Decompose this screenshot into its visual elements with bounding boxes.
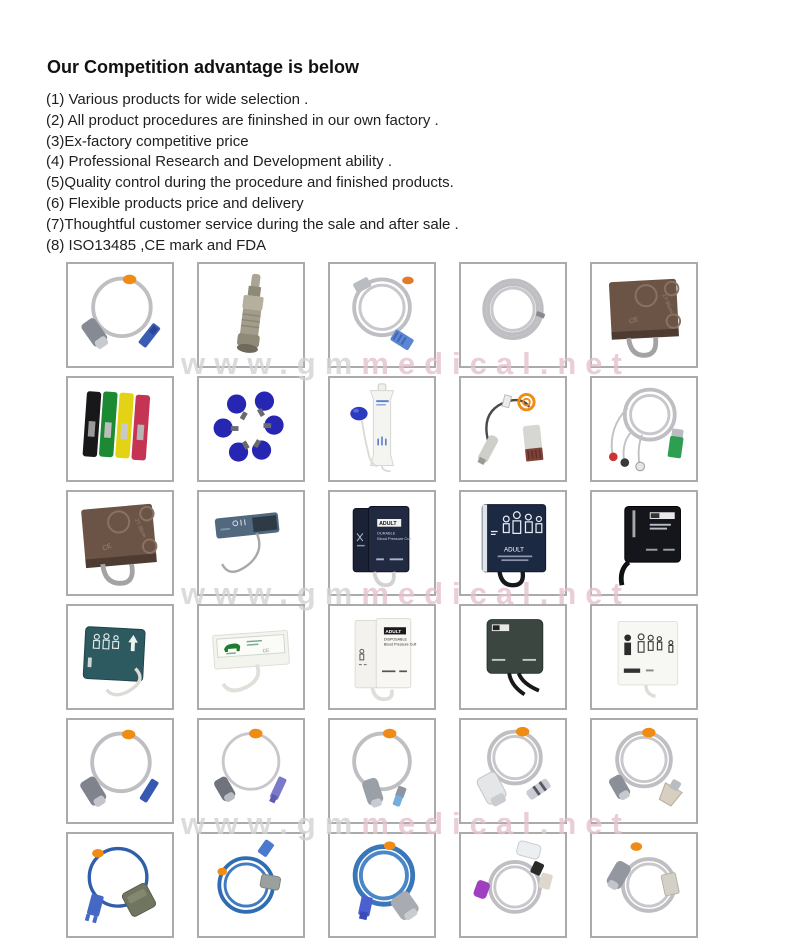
product-thumb-adult-disposable-cuff (328, 604, 436, 710)
product-thumb-limb-clamp-electrodes (66, 376, 174, 482)
svg-text:DURABLE: DURABLE (377, 531, 396, 536)
advantage-item: (3)Ex-factory competitive price (46, 132, 249, 150)
product-grid (66, 262, 698, 938)
product-thumb-gray-coil-clip-sensor (590, 832, 698, 938)
advantage-item: (1) Various products for wide selection . (46, 91, 309, 108)
svg-text:CE: CE (262, 648, 270, 655)
watermark: www.gmmedical.net (181, 346, 631, 381)
product-thumb-spo2-sensor-db9 (590, 718, 698, 824)
svg-text:CE: CE (628, 315, 640, 326)
svg-text:27-35cm: 27-35cm (133, 517, 148, 539)
product-thumb-blue-coil-top-connector (197, 832, 305, 938)
product-thumb-spo2-sensor-blue (66, 718, 174, 824)
product-thumb-blue-coil-clip-sensor (328, 832, 436, 938)
product-thumb-coiled-cable (459, 262, 567, 368)
product-thumb-slate-flat-cuff (197, 490, 305, 596)
product-thumb-spo2-adapter-cable (459, 376, 567, 482)
product-thumb-blue-cable-olive-sensor (66, 832, 174, 938)
svg-text:ADULT: ADULT (503, 546, 524, 554)
svg-text:ADULT: ADULT (379, 521, 397, 528)
product-thumb-vet-cuff (197, 604, 305, 710)
product-thumb-adult-family-cuff (459, 490, 567, 596)
product-thumb-brown-nibp-cuff-2 (66, 490, 174, 596)
advantage-item: (8) ISO13485 ,CE mark and FDA (46, 236, 267, 254)
product-thumb-neonatal-cuff (590, 604, 698, 710)
product-thumb-black-cuff-side-tube (590, 490, 698, 596)
product-thumb-metal-connector (197, 262, 305, 368)
product-thumb-teal-cuff (66, 604, 174, 710)
advantage-item: (5)Quality control during the procedure and finished products. (46, 174, 454, 192)
page-title: Our Competition advantage is below (47, 57, 360, 77)
product-thumb-spo2-sensor-purple (197, 718, 305, 824)
svg-text:CE: CE (101, 542, 113, 553)
advantage-item: (7)Thoughtful customer service during the sale and after sale . (46, 215, 459, 233)
advantage-item: (2) All product procedures are fininshed in our own factory . (46, 111, 439, 129)
watermark: www.gmmedical.net (181, 806, 631, 841)
product-thumb-pressure-infusion-bag (328, 376, 436, 482)
watermark: www.gmmedical.net (181, 576, 631, 611)
product-thumb-spo2-extension-cable (328, 262, 436, 368)
product-thumb-brown-nibp-cuff (590, 262, 698, 368)
advantage-item: (4) Professional Research and Development ability . (46, 153, 393, 171)
svg-text:Blood Pressure Cuff: Blood Pressure Cuff (377, 537, 412, 542)
svg-text:ADULT: ADULT (385, 630, 402, 635)
product-thumb-suction-bulb-electrodes (197, 376, 305, 482)
svg-text:DISPOSABLE: DISPOSABLE (383, 637, 407, 642)
product-thumb-gray-cable-purple-connector (459, 832, 567, 938)
product-thumb-adult-durable-cuff (328, 490, 436, 596)
product-thumb-spo2-sensor-skyblue (328, 718, 436, 824)
advantages-list (46, 90, 459, 256)
svg-text:Blood Pressure Cuff: Blood Pressure Cuff (383, 642, 417, 647)
product-thumb-spo2-sensor-round-connector (459, 718, 567, 824)
advantage-item: (6) Flexible products price and delivery (46, 194, 304, 212)
svg-text:27-35cm: 27-35cm (660, 293, 675, 315)
product-thumb-spo2-finger-sensor (66, 262, 174, 368)
product-thumb-two-tube-cuff (459, 604, 567, 710)
product-thumb-ecg-trunk-cable (590, 376, 698, 482)
